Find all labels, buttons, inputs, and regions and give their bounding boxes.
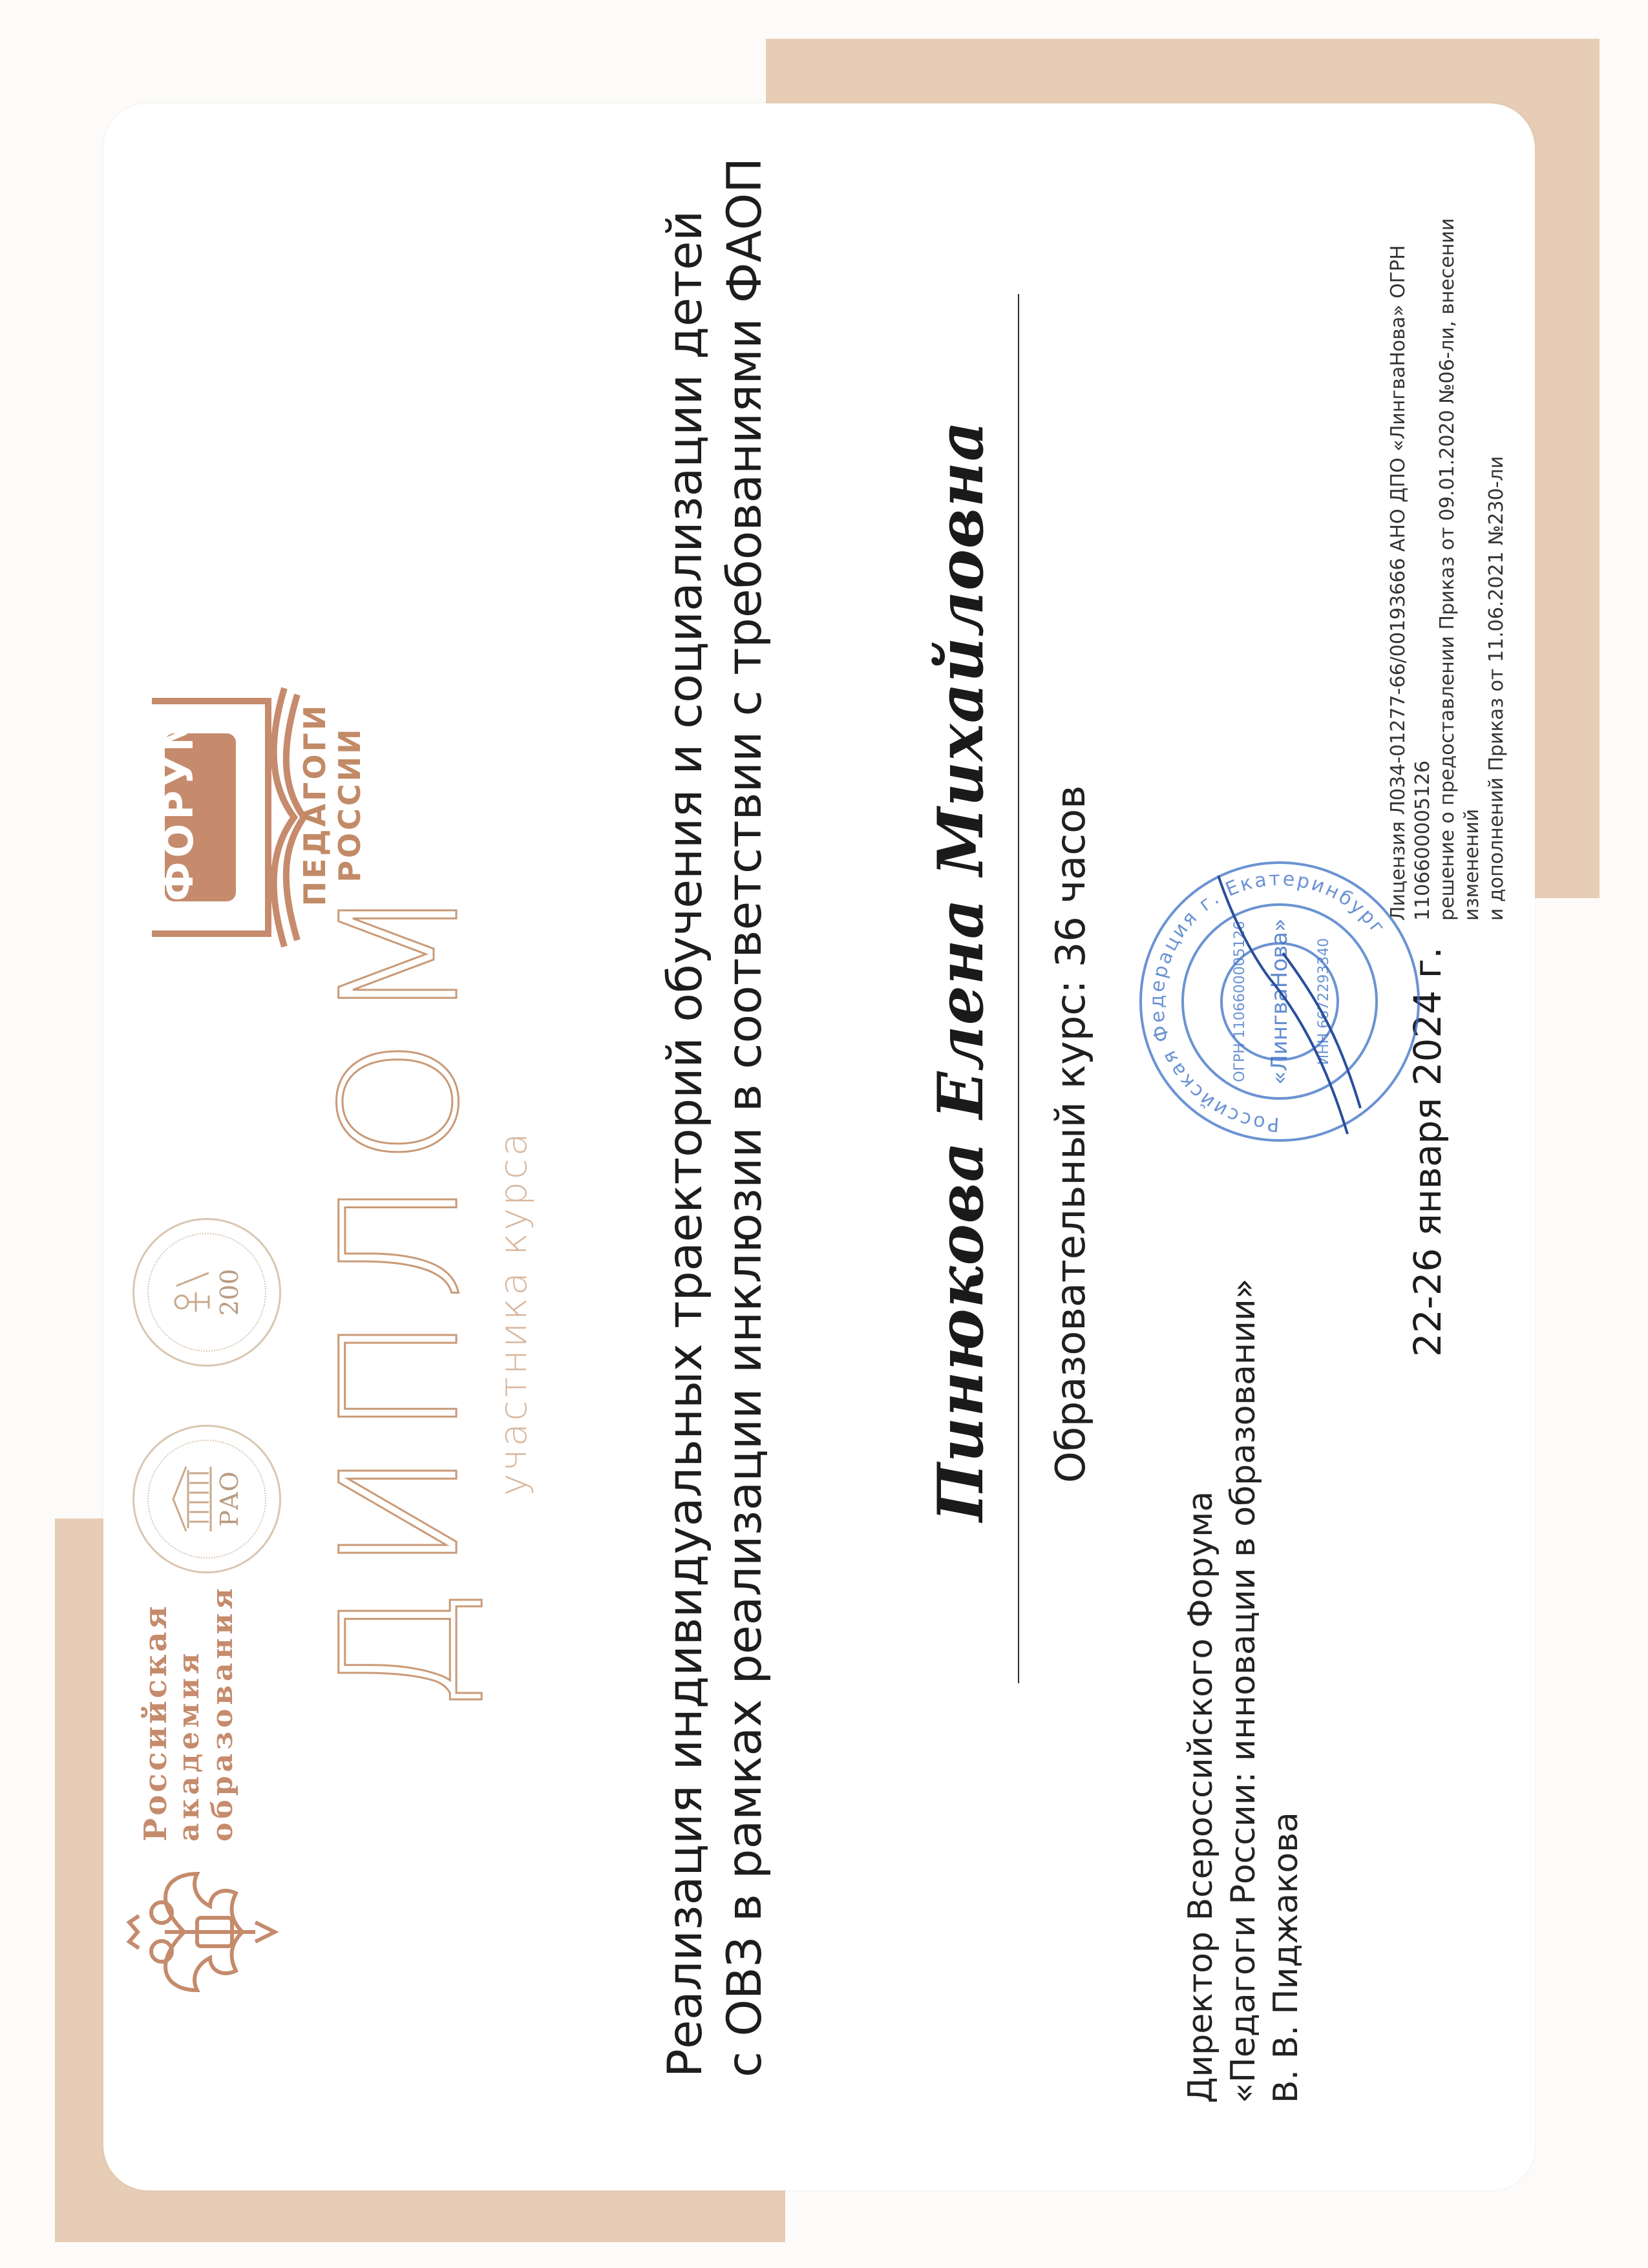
stamp-center-text: «ЛингваНова» (1267, 918, 1293, 1085)
forum-title: ПЕДАГОГИ РОССИИ (297, 702, 367, 907)
organization-stamp (1134, 856, 1425, 1147)
forum-badge: ФОРУМ (155, 708, 202, 901)
event-date: 22-26 января 2024 г. (1406, 947, 1450, 1357)
signatory-position: Директор Всероссийского Форума (1181, 1491, 1220, 2103)
monument-seal-icon (170, 1263, 215, 1321)
rao-seal (132, 1425, 281, 1573)
course-duration: Образовательный курс: 36 часов (1047, 785, 1094, 1483)
anniversary-seal (132, 1218, 281, 1367)
diploma-title: ДИПЛОМ (306, 870, 494, 1712)
signatory-forum: «Педагоги России: инновации в образовании» (1224, 1278, 1263, 2103)
course-title-line: Реализация индивидуальных траекторий обучения и социализации детей (658, 210, 713, 2077)
diploma-content (113, 100, 1535, 2168)
building-seal-icon (170, 1464, 215, 1535)
stamp-ogrn: ОГРН 1106600005126 (1232, 921, 1248, 1082)
seal-rao-label: РАО (215, 1471, 244, 1527)
stamp-inn: ИНН 6672293340 (1316, 938, 1332, 1066)
stamp-outer-text: Российская Федерация г. Екатеринбург (1145, 867, 1390, 1136)
rao-logo-text: Российская академия образования (138, 1584, 239, 1842)
signatory-block (1179, 1279, 1307, 2103)
signatory-name: В. В. Пиджакова (1267, 1812, 1305, 2103)
license-line: и дополнений Приказ от 11.06.2021 №230-ли (1485, 456, 1508, 921)
double-headed-eagle-icon (126, 1861, 281, 2003)
license-line: решение о предоставлении Приказ от 09.01.2020 №06-ли, внесении изменений (1436, 218, 1483, 921)
license-line: Лицензия Л034-01277-66/00193666 АНО ДПО «ЛингваНова» ОГРН 1106600005126 (1387, 245, 1434, 921)
seal-anniversary-number: 200 (215, 1268, 244, 1316)
license-info (1386, 210, 1509, 921)
course-title-line: с ОВЗ в рамках реализации инклюзии в соответствии с требованиями ФАОП (717, 157, 772, 2077)
name-underline (1018, 294, 1019, 1683)
recipient-name: Пинюкова Елена Михайловна (924, 420, 997, 1522)
course-title (656, 139, 775, 2077)
diploma-subtitle: участника курса (491, 1130, 535, 1496)
